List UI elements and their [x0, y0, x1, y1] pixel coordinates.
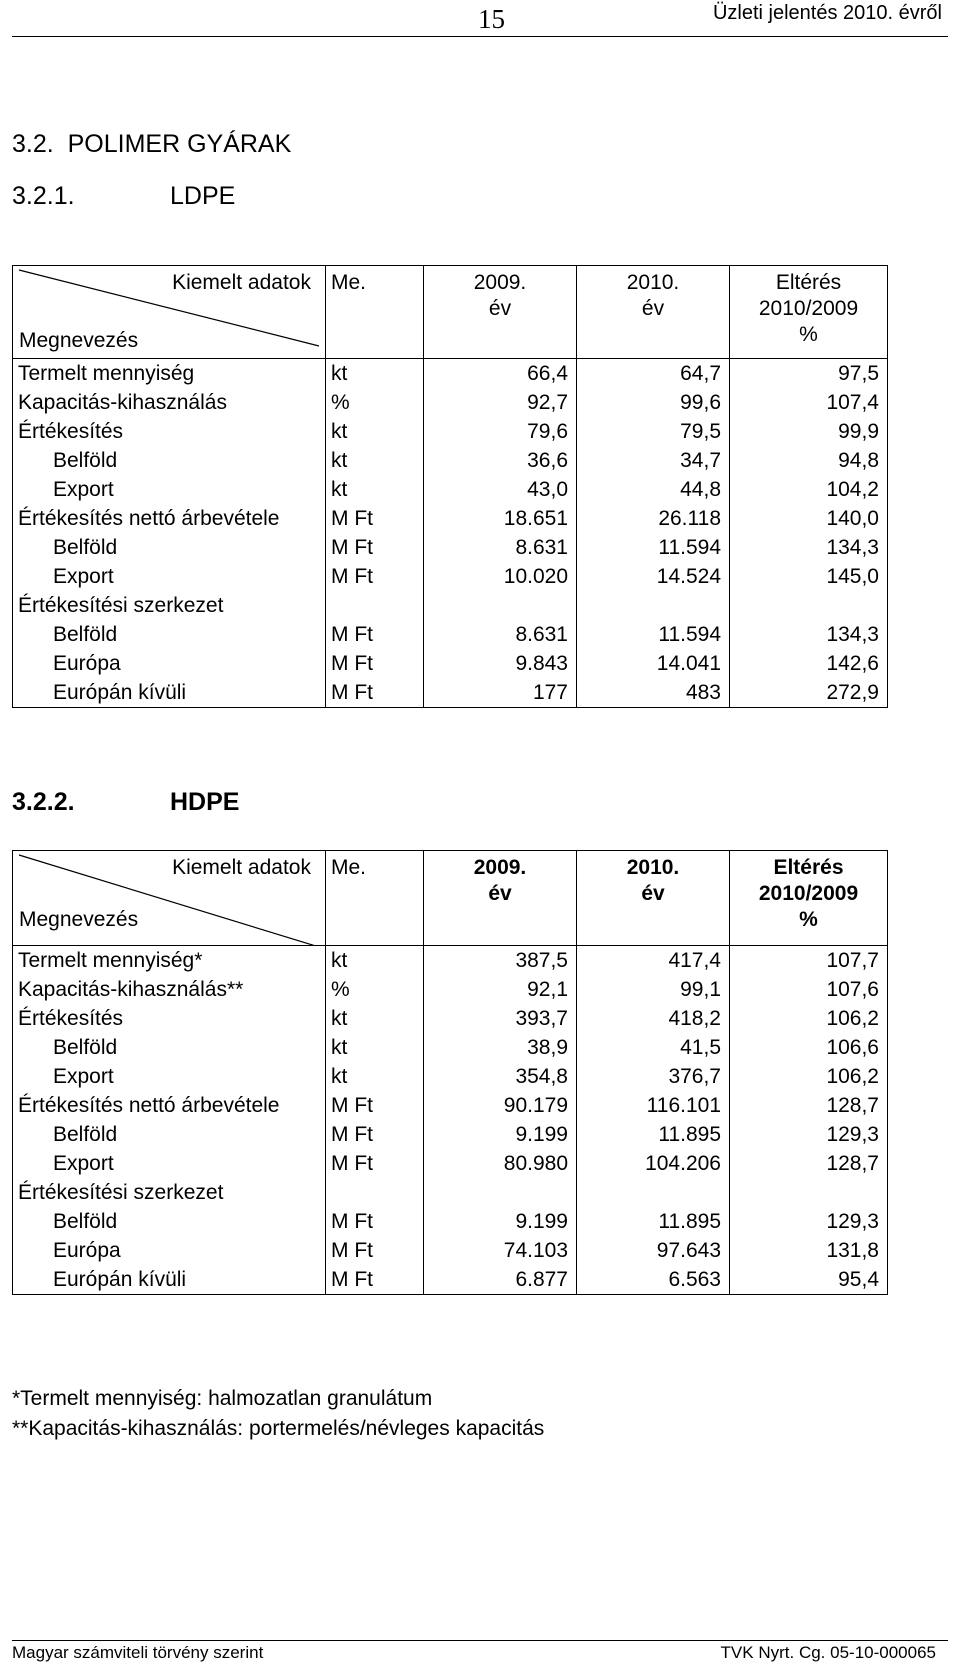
row-difference: 134,3 [730, 533, 888, 562]
row-difference: 106,6 [730, 1033, 888, 1062]
hdpe-title: HDPE [170, 788, 240, 816]
row-unit: M Ft [326, 678, 424, 708]
row-value-2010: 11.895 [577, 1120, 730, 1149]
table-row [13, 533, 888, 562]
row-value-2009: 9.199 [424, 1120, 577, 1149]
table-row [13, 1178, 888, 1207]
row-unit: kt [326, 1062, 424, 1091]
header-year-2009-b: év [488, 882, 512, 905]
row-difference: 272,9 [730, 678, 888, 708]
row-difference: 107,6 [730, 975, 888, 1004]
row-difference: 107,4 [730, 388, 888, 417]
row-name: Értékesítési szerkezet [13, 1178, 326, 1207]
document-title: Üzleti jelentés 2010. évről [712, 2, 942, 24]
row-name: Kapacitás-kihasználás [13, 388, 326, 417]
row-difference: 94,8 [730, 446, 888, 475]
row-name: Export [13, 562, 326, 591]
table-row [13, 446, 888, 475]
header-difference-a: Eltérés [773, 856, 844, 879]
table-row [13, 1236, 888, 1265]
row-name: Kapacitás-kihasználás** [13, 975, 326, 1004]
row-difference: 128,7 [730, 1091, 888, 1120]
row-unit: M Ft [326, 562, 424, 591]
row-unit: kt [326, 475, 424, 504]
header-year-2010-b: év [641, 882, 665, 905]
ldpe-heading [0, 182, 400, 214]
header-kiemelt-adatok: Kiemelt adatok [172, 271, 311, 294]
row-name: Értékesítési szerkezet [13, 591, 326, 620]
page-number: 15 [478, 4, 505, 34]
row-difference: 97,5 [730, 359, 888, 389]
header-megnevezes: Megnevezés [19, 908, 139, 931]
row-name: Belföld [13, 1033, 326, 1062]
row-value-2010: 44,8 [577, 475, 730, 504]
row-name: Európán kívüli [13, 678, 326, 708]
table-row [13, 1265, 888, 1295]
ldpe-table [12, 265, 888, 708]
table-row [13, 359, 888, 389]
row-difference [730, 591, 888, 620]
row-unit: M Ft [326, 649, 424, 678]
row-unit: kt [326, 1033, 424, 1062]
row-value-2010: 41,5 [577, 1033, 730, 1062]
header-megnevezes: Megnevezés [19, 329, 139, 352]
row-name: Európa [13, 1236, 326, 1265]
row-unit: M Ft [326, 620, 424, 649]
table-row [13, 1149, 888, 1178]
row-value-2009: 387,5 [424, 946, 577, 976]
row-unit: M Ft [326, 504, 424, 533]
row-name: Export [13, 475, 326, 504]
row-value-2009: 66,4 [424, 359, 577, 389]
row-value-2009: 10.020 [424, 562, 577, 591]
table-row [13, 591, 888, 620]
row-value-2010: 376,7 [577, 1062, 730, 1091]
header-difference-b: 2010/2009 [758, 297, 859, 320]
row-value-2009: 354,8 [424, 1062, 577, 1091]
header-year-2009-a: 2009. [473, 856, 527, 879]
row-value-2009: 43,0 [424, 475, 577, 504]
row-value-2010: 6.563 [577, 1265, 730, 1295]
row-difference: 129,3 [730, 1120, 888, 1149]
row-difference: 129,3 [730, 1207, 888, 1236]
row-unit: % [326, 388, 424, 417]
row-difference: 142,6 [730, 649, 888, 678]
section-title: POLIMER GYÁRAK [67, 130, 292, 158]
row-value-2009: 92,1 [424, 975, 577, 1004]
row-value-2010: 11.594 [577, 620, 730, 649]
row-difference: 104,2 [730, 475, 888, 504]
row-value-2009: 177 [424, 678, 577, 708]
row-value-2009: 79,6 [424, 417, 577, 446]
row-name: Termelt mennyiség [13, 359, 326, 389]
header-difference-c: % [799, 323, 818, 346]
row-value-2010: 417,4 [577, 946, 730, 976]
row-difference: 134,3 [730, 620, 888, 649]
row-value-2010: 14.041 [577, 649, 730, 678]
header-year-2009-a: 2009. [473, 271, 527, 294]
table-row [13, 388, 888, 417]
table-row [13, 1120, 888, 1149]
row-difference [730, 1178, 888, 1207]
row-value-2010: 99,6 [577, 388, 730, 417]
header-year-2009 [424, 266, 577, 359]
row-value-2009: 36,6 [424, 446, 577, 475]
row-unit: M Ft [326, 1120, 424, 1149]
row-unit [326, 591, 424, 620]
row-unit: M Ft [326, 1265, 424, 1295]
row-unit: % [326, 975, 424, 1004]
row-value-2010: 418,2 [577, 1004, 730, 1033]
header-difference [730, 266, 888, 359]
row-value-2009: 6.877 [424, 1265, 577, 1295]
hdpe-number: 3.2.2. [12, 788, 75, 816]
row-difference: 99,9 [730, 417, 888, 446]
table-row [13, 1033, 888, 1062]
header-unit: Me. [326, 266, 424, 359]
row-value-2009: 74.103 [424, 1236, 577, 1265]
row-value-2009: 38,9 [424, 1033, 577, 1062]
row-value-2009: 8.631 [424, 533, 577, 562]
page-header [12, 0, 948, 37]
row-difference: 145,0 [730, 562, 888, 591]
footer-left: Magyar számviteli törvény szerint [12, 1643, 264, 1662]
row-unit: kt [326, 1004, 424, 1033]
section-heading [12, 130, 291, 159]
header-difference-b: 2010/2009 [758, 882, 859, 905]
header-unit: Me. [326, 851, 424, 946]
row-value-2010: 11.895 [577, 1207, 730, 1236]
ldpe-header-corner [13, 266, 326, 359]
row-difference: 106,2 [730, 1062, 888, 1091]
hdpe-header-corner [13, 851, 326, 946]
row-name: Értékesítés nettó árbevétele [13, 1091, 326, 1120]
row-value-2010: 104.206 [577, 1149, 730, 1178]
header-kiemelt-adatok: Kiemelt adatok [172, 856, 311, 879]
table-row [13, 417, 888, 446]
table-row [13, 975, 888, 1004]
header-year-2010-a: 2010. [626, 271, 680, 294]
header-year-2010 [577, 266, 730, 359]
row-value-2009: 9.199 [424, 1207, 577, 1236]
row-value-2009: 9.843 [424, 649, 577, 678]
row-value-2009 [424, 591, 577, 620]
row-unit: kt [326, 417, 424, 446]
row-value-2009: 80.980 [424, 1149, 577, 1178]
ldpe-title: LDPE [170, 182, 236, 210]
row-value-2009: 90.179 [424, 1091, 577, 1120]
row-value-2010 [577, 591, 730, 620]
row-value-2009: 92,7 [424, 388, 577, 417]
header-difference-c: % [799, 908, 818, 931]
row-unit: kt [326, 446, 424, 475]
row-value-2010: 14.524 [577, 562, 730, 591]
row-difference: 95,4 [730, 1265, 888, 1295]
row-value-2010: 64,7 [577, 359, 730, 389]
row-value-2009: 393,7 [424, 1004, 577, 1033]
row-name: Értékesítés [13, 1004, 326, 1033]
row-value-2009: 8.631 [424, 620, 577, 649]
hdpe-heading [0, 788, 400, 820]
row-unit: kt [326, 946, 424, 976]
header-year-2010 [577, 851, 730, 946]
row-unit: M Ft [326, 1091, 424, 1120]
row-value-2010 [577, 1178, 730, 1207]
row-name: Európán kívüli [13, 1265, 326, 1295]
row-name: Belföld [13, 446, 326, 475]
row-name: Termelt mennyiség* [13, 946, 326, 976]
header-year-2010-b: év [641, 297, 665, 320]
row-value-2010: 34,7 [577, 446, 730, 475]
hdpe-table-header [13, 851, 888, 946]
footnote-2: **Kapacitás-kihasználás: portermelés/névleges kapacitás [12, 1417, 545, 1440]
table-row [13, 946, 888, 976]
row-value-2010: 79,5 [577, 417, 730, 446]
table-row [13, 620, 888, 649]
row-value-2010: 99,1 [577, 975, 730, 1004]
footer-right: TVK Nyrt. Cg. 05-10-000065 [720, 1643, 936, 1662]
table-row [13, 1004, 888, 1033]
ldpe-number: 3.2.1. [12, 182, 75, 210]
row-unit: kt [326, 359, 424, 389]
row-difference: 128,7 [730, 1149, 888, 1178]
row-value-2010: 116.101 [577, 1091, 730, 1120]
row-name: Belföld [13, 1120, 326, 1149]
row-value-2010: 26.118 [577, 504, 730, 533]
ldpe-table-header [13, 266, 888, 359]
row-name: Belföld [13, 620, 326, 649]
table-row [13, 562, 888, 591]
row-name: Értékesítés nettó árbevétele [13, 504, 326, 533]
row-value-2010: 11.594 [577, 533, 730, 562]
row-name: Belföld [13, 1207, 326, 1236]
row-difference: 106,2 [730, 1004, 888, 1033]
table-row [13, 475, 888, 504]
page-footer [12, 1640, 948, 1662]
row-name: Export [13, 1149, 326, 1178]
row-name: Belföld [13, 533, 326, 562]
row-value-2010: 97.643 [577, 1236, 730, 1265]
row-difference: 131,8 [730, 1236, 888, 1265]
row-unit: M Ft [326, 1149, 424, 1178]
table-row [13, 504, 888, 533]
hdpe-table [12, 850, 888, 1295]
row-unit: M Ft [326, 533, 424, 562]
row-name: Európa [13, 649, 326, 678]
header-difference-a: Eltérés [775, 271, 842, 294]
section-number: 3.2. [12, 130, 54, 158]
row-unit: M Ft [326, 1207, 424, 1236]
row-unit [326, 1178, 424, 1207]
header-year-2009 [424, 851, 577, 946]
table-row [13, 678, 888, 708]
table-row [13, 1062, 888, 1091]
row-difference: 140,0 [730, 504, 888, 533]
table-row [13, 1091, 888, 1120]
row-name: Export [13, 1062, 326, 1091]
header-year-2010-a: 2010. [626, 856, 680, 879]
header-year-2009-b: év [488, 297, 512, 320]
footnotes [12, 1384, 544, 1444]
row-value-2009 [424, 1178, 577, 1207]
row-value-2009: 18.651 [424, 504, 577, 533]
table-row [13, 649, 888, 678]
row-difference: 107,7 [730, 946, 888, 976]
footnote-1: *Termelt mennyiség: halmozatlan granulátum [12, 1387, 433, 1410]
header-difference [730, 851, 888, 946]
table-row [13, 1207, 888, 1236]
row-name: Értékesítés [13, 417, 326, 446]
row-unit: M Ft [326, 1236, 424, 1265]
row-value-2010: 483 [577, 678, 730, 708]
